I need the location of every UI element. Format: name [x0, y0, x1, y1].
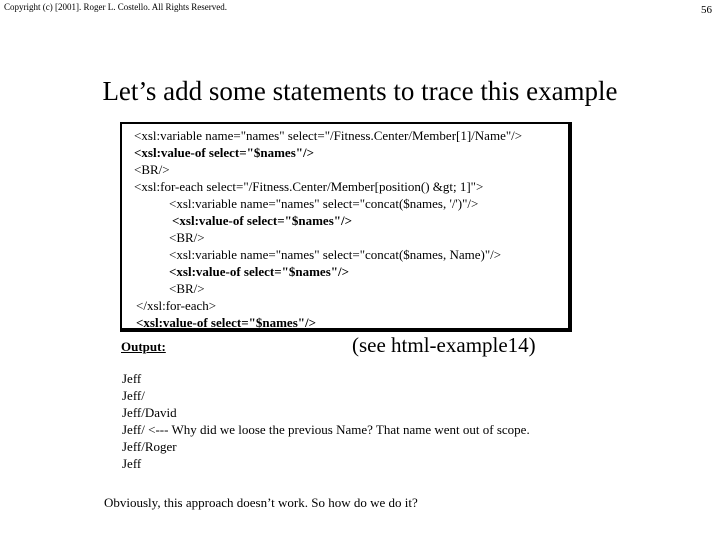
code-line: <xsl:value-of select="$names"/> [134, 145, 314, 160]
footer-note: Obviously, this approach doesn’t work. So how do we do it? [104, 495, 418, 510]
code-line: <xsl:value-of select="$names"/> [169, 264, 349, 279]
see-example-note: (see html-example14) [352, 333, 536, 357]
code-line: <xsl:variable name="names" select="concat($names, Name)"/> [169, 247, 502, 262]
page-number: 56 [701, 4, 712, 16]
output-line: Jeff/Roger [122, 439, 177, 454]
code-line: <BR/> [169, 230, 205, 245]
slide-title: Let’s add some statements to trace this example [102, 76, 618, 106]
output-line: Jeff/David [122, 405, 177, 420]
code-line: <xsl:value-of select="$names"/> [172, 213, 352, 228]
output-label: Output: [121, 339, 166, 354]
output-line: Jeff/ [122, 388, 145, 403]
code-line: <xsl:for-each select="/Fitness.Center/Member[position() &gt; 1]"> [134, 179, 484, 194]
code-line: </xsl:for-each> [136, 298, 217, 313]
code-line: <xsl:value-of select="$names"/> [136, 315, 316, 330]
code-line: <xsl:variable name="names" select="concat($names, '/')"/> [169, 196, 479, 211]
code-line: <BR/> [169, 281, 205, 296]
code-line: <xsl:variable name="names" select="/Fitness.Center/Member[1]/Name"/> [134, 128, 523, 143]
code-line: <BR/> [134, 162, 170, 177]
code-box [120, 122, 572, 332]
copyright-notice: Copyright (c) [2001]. Roger L. Costello. All Rights Reserved. [4, 2, 227, 12]
output-line: Jeff [122, 371, 142, 386]
output-line: Jeff/ <--- Why did we loose the previous Name? That name went out of scope. [122, 422, 530, 437]
output-line: Jeff [122, 456, 142, 471]
